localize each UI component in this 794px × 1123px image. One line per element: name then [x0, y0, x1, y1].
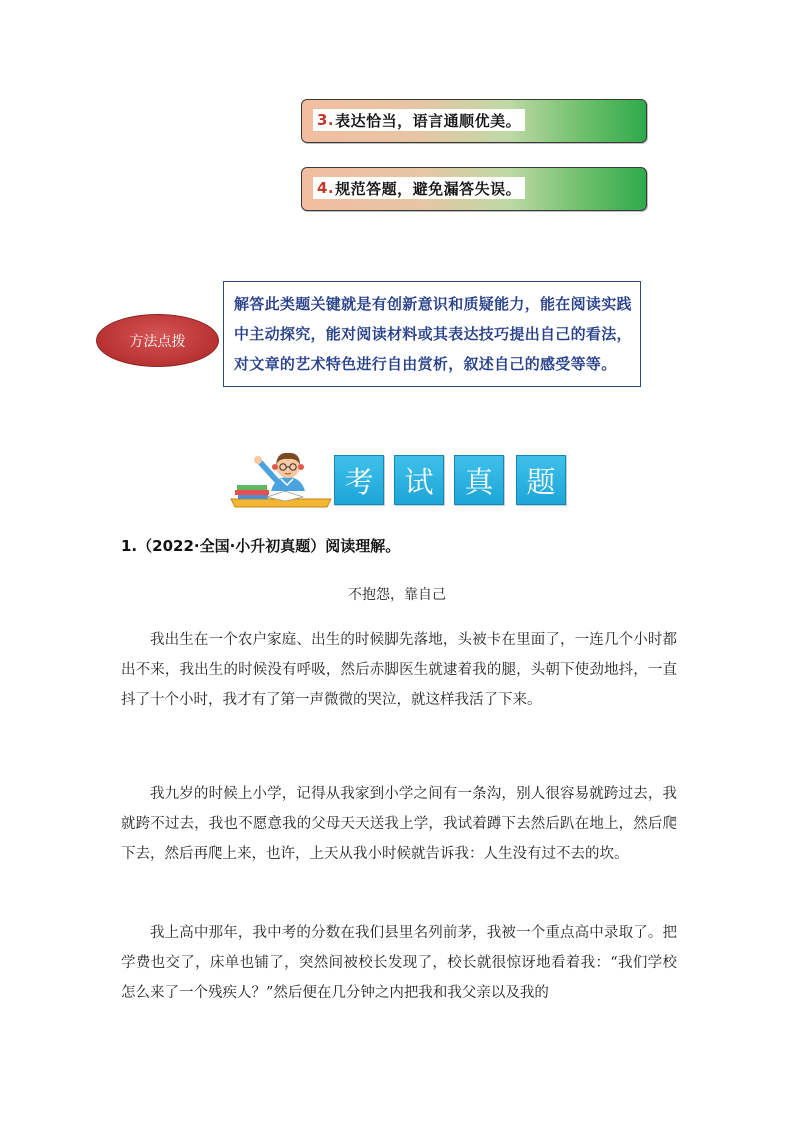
method-label-badge	[96, 314, 219, 367]
point-box-3	[301, 99, 647, 143]
point-text: 规范答题，避免漏答失误。	[335, 179, 522, 198]
point-text-container	[313, 109, 525, 131]
article-title: 不抱怨，靠自己	[348, 587, 446, 603]
exam-banner-char-4: 题	[516, 455, 566, 505]
point-number: 3.	[317, 111, 335, 129]
point-box-4	[301, 167, 647, 211]
exam-banner-char-2: 试	[394, 455, 444, 505]
article-paragraph: 我九岁的时候上小学，记得从我家到小学之间有一条沟，别人很容易就跨过去，我就跨不过去，我也不愿意我的父母天天送我上学，我试着蹲下去然后趴在地上，然后爬下去，然后再爬上来，也许，上天从我小时候就告诉我：人生没有过不去的坎。	[121, 786, 677, 862]
point-text: 表达恰当，语言通顺优美。	[335, 111, 522, 130]
point-text-container	[313, 177, 525, 199]
exam-banner-char-1: 考	[334, 455, 384, 505]
article-paragraph: 我出生在一个农户家庭、出生的时候脚先落地，头被卡在里面了，一连几个小时都出不来，我出生的时候没有呼吸，然后赤脚医生就逮着我的腿，头朝下使劲地抖，一直抖了十个小时，我才有了第一声微微的哭泣，就这样我活了下来。	[121, 632, 677, 708]
method-text: 解答此类题关键就是有创新意识和质疑能力，能在阅读实践中主动探究，能对阅读材料或其表达技巧提出自己的看法，对文章的艺术特色进行自由赏析，叙述自己的感受等等。	[234, 295, 632, 373]
article-paragraph: 我上高中那年，我中考的分数在我们县里名列前茅，我被一个重点高中录取了。把学费也交了，床单也铺了，突然间被校长发现了，校长就很惊讶地看着我：“我们学校怎么来了一个残疾人？”然后便在几分钟之内把我和我父亲以及我的	[121, 925, 677, 1001]
student-reading-icon	[227, 447, 335, 509]
point-number: 4.	[317, 179, 335, 197]
exam-banner-char-3: 真	[454, 455, 504, 505]
method-tip-box	[223, 281, 641, 387]
question-title: 1.（2022·全国·小升初真题）阅读理解。	[121, 537, 401, 555]
method-label: 方法点拨	[129, 333, 186, 350]
